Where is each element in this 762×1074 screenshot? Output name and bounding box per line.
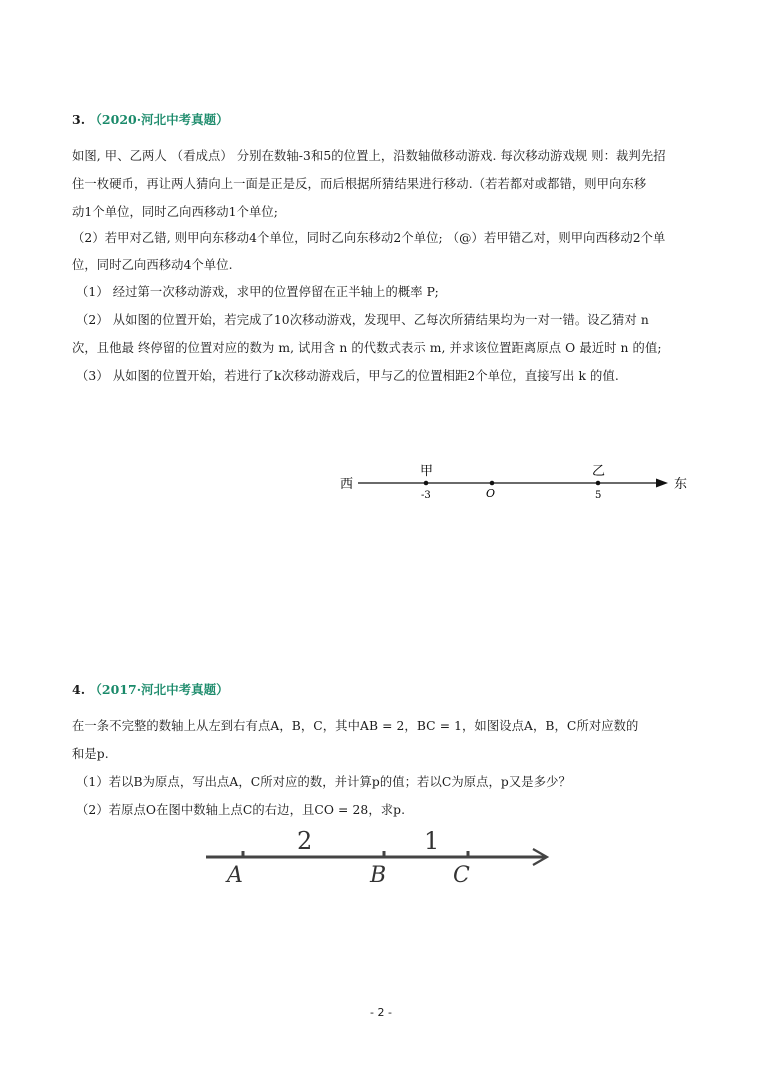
q3-line-4: （2）若甲对乙错, 则甲向东移动4个单位，同时乙向东移动2个单位; （@）若甲错乙对，则甲向西移动2个单 (72, 231, 666, 245)
q3-yi-label: 乙 (592, 464, 606, 479)
q3-origin-point (490, 481, 495, 486)
q3-line-1: 如图, 甲、乙两人 （看成点） 分别在数轴-3和5的位置上，沿数轴做移动游戏. 每次移动游戏规 则：裁判先招 (72, 149, 666, 163)
q4-source: （2017·河北中考真题） (89, 682, 229, 697)
q3-yi-point (596, 481, 601, 486)
q3-origin-label: O (486, 487, 496, 500)
q3-header (72, 110, 229, 128)
q4-line-1: 在一条不完整的数轴上从左到右有点A，B，C，其中AB = 2，BC = 1，如图设点A，B，C所对应数的 (72, 719, 639, 733)
q4-point-a: A (227, 863, 243, 888)
q4-number: 4. (72, 682, 86, 697)
q3-line-8: 次，且他最 终停留的位置对应的数为 m, 试用含 n 的代数式表示 m, 并求该位置距离原点 O 最近时 n 的值; (72, 341, 662, 355)
q4-label-bc: 1 (424, 827, 440, 855)
q3-line-2: 住一枚硬币，再让两人猜向上一面是正是反，而后根据所猜结果进行移动.（若若都对或都错，则甲向东移 (72, 177, 647, 191)
q4-line-3: （1）若以B为原点，写出点A，C所对应的数，并计算p的值；若以C为原点，p又是多少？ (76, 775, 571, 789)
q4-line-4: （2）若原点O在图中数轴上点C的右边，且CO = 28，求p. (76, 803, 406, 817)
q3-number: 3. (72, 112, 86, 127)
q3-number-line-figure (330, 455, 700, 510)
q3-west-label: 西 (340, 477, 354, 492)
q4-point-b: B (370, 863, 387, 888)
q3-jia-label: 甲 (420, 464, 434, 479)
q3-axis-arrow (656, 479, 668, 488)
q4-number-line-figure (200, 825, 560, 890)
q3-yi-value: 5 (595, 490, 602, 501)
q3-jia-point (424, 481, 429, 486)
q3-line-3: 动1个单位，同时乙向西移动1个单位; (72, 205, 279, 219)
q4-header (72, 680, 229, 698)
q4-point-c: C (453, 863, 470, 888)
q3-line-6: （1） 经过第一次移动游戏，求甲的位置停留在正半轴上的概率 P; (76, 285, 439, 299)
q4-label-ab: 2 (297, 827, 313, 855)
q3-east-label: 东 (674, 477, 688, 492)
q4-line-2: 和是p. (72, 747, 109, 761)
q3-jia-value: -3 (421, 490, 431, 501)
q3-source: （2020·河北中考真题） (89, 112, 229, 127)
q3-line-5: 位，同时乙向西移动4个单位. (72, 258, 233, 272)
page-number: - 2 - (370, 1006, 392, 1019)
q3-line-7: （2） 从如图的位置开始，若完成了10次移动游戏，发现甲、乙每次所猜结果均为一对一错。设乙猜对 n (76, 313, 649, 327)
q3-line-9: （3） 从如图的位置开始，若进行了k次移动游戏后，甲与乙的位置相距2个单位，直接写出 k 的值. (76, 369, 619, 383)
